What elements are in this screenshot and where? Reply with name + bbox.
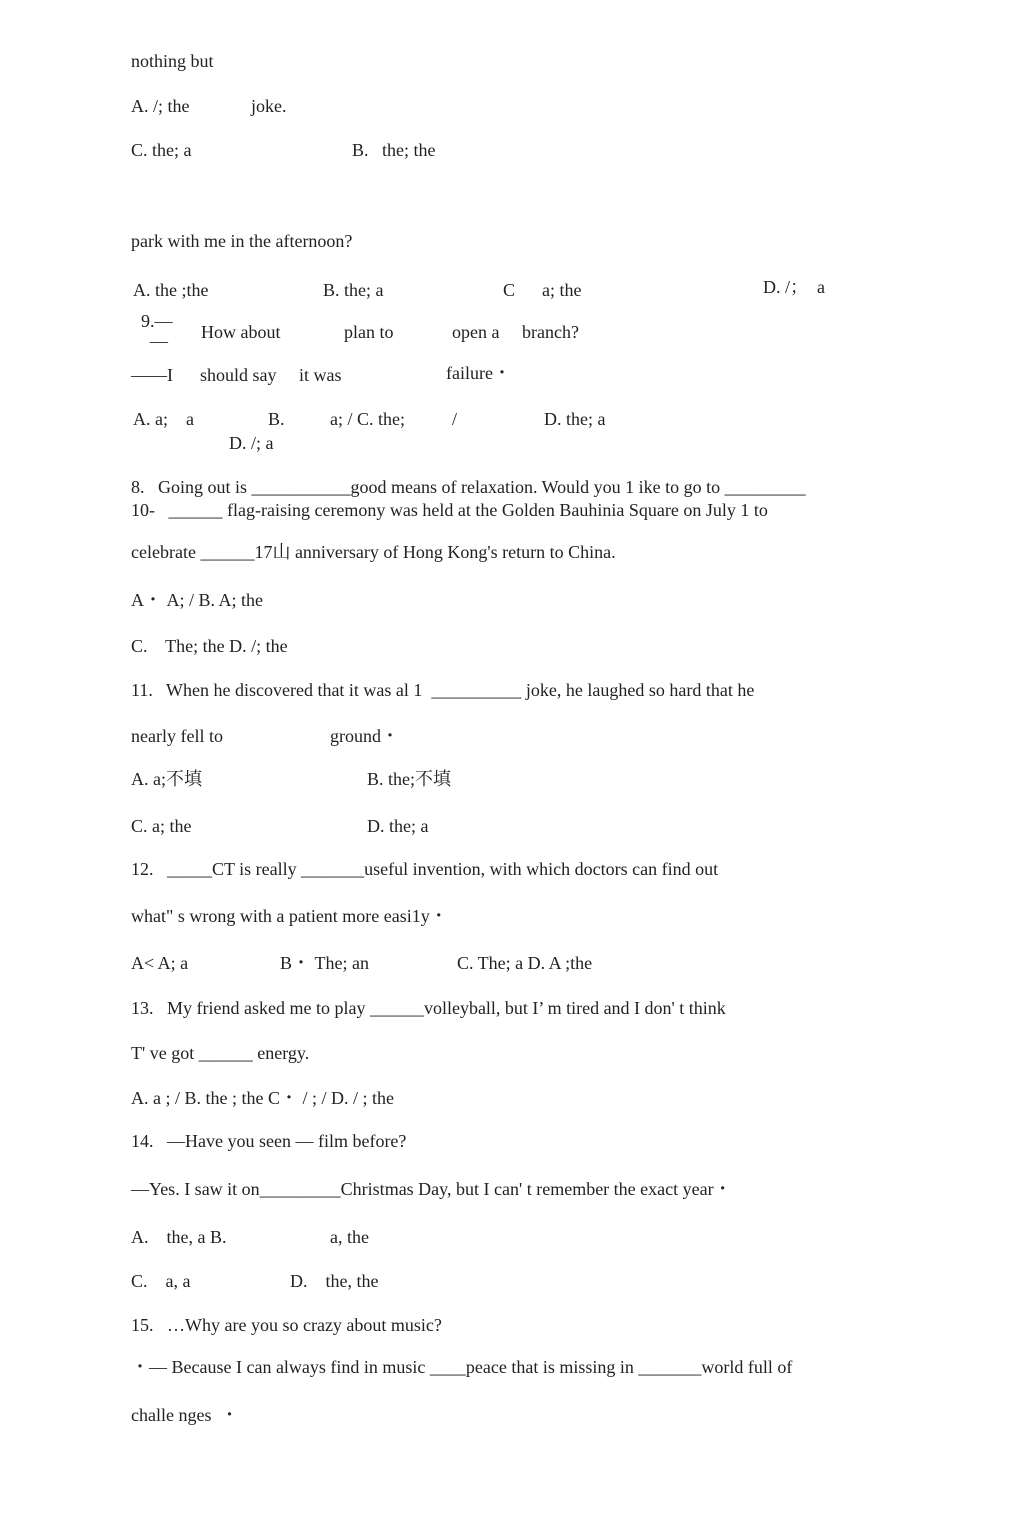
question-number: 9.— (141, 311, 173, 331)
question-10: 10- ______ flag-raising ceremony was held at the Golden Bauhinia Square on July 1 to (131, 500, 768, 520)
option-b: B・ The; an (280, 953, 369, 973)
text-line: challe nges ・ (131, 1405, 239, 1425)
text-fragment: a; / C. the; (330, 409, 405, 429)
question-8: 8. Going out is ___________good means of relaxation. Would you 1 ike to go to _________ (131, 477, 806, 497)
text-fragment: ground・ (330, 726, 399, 746)
text-fragment: nearly fell to (131, 726, 223, 746)
text-fragment: joke. (251, 96, 287, 116)
text-fragment: How about (201, 322, 281, 342)
option-a: A< A; a (131, 953, 189, 973)
text-line: park with me in the afternoon? (131, 231, 353, 251)
option-b: B. the;不填 (367, 769, 451, 789)
option-a: A. the, a B. (131, 1227, 227, 1247)
option-a: A. a; a (133, 409, 194, 429)
question-14: 14. —Have you seen — film before? (131, 1131, 407, 1151)
option-c: C a; the (503, 280, 582, 300)
text-fragment: failure・ (446, 363, 511, 383)
option-d: D. /； a (763, 277, 825, 297)
option-a: A. /; the (131, 96, 190, 116)
option-c: C. the; a (131, 140, 192, 160)
text-line: celebrate ______17山 anniversary of Hong Kong's return to China. (131, 542, 616, 562)
option-d: D. the; a (544, 409, 606, 429)
option-d: D. /; a (229, 433, 274, 453)
text-fragment: ——I (131, 365, 173, 385)
text-fragment: it was (299, 365, 342, 385)
text-fragment: — (150, 331, 168, 351)
option-b: B. (268, 409, 285, 429)
text-fragment: should say (200, 365, 277, 385)
option-c: C. a; the (131, 816, 192, 836)
text-line: —Yes. I saw it on_________Christmas Day, but I can' t remember the exact year・ (131, 1179, 732, 1199)
text-fragment: branch? (522, 322, 579, 342)
option-a: A. a;不填 (131, 769, 202, 789)
text-fragment: a, the (330, 1227, 369, 1247)
text-line: what" s wrong with a patient more easi1y・ (131, 906, 448, 926)
option-d: D. the; a (367, 816, 429, 836)
option-b: B. the; the (352, 140, 436, 160)
text-line: T' ve got ______ energy. (131, 1043, 310, 1063)
option-a: A. the ;the (133, 280, 209, 300)
question-11: 11. When he discovered that it was al 1 __________ joke, he laughed so hard that he (131, 680, 755, 700)
text-line: ・— Because I can always find in music ____peace that is missing in _______world full of (131, 1357, 793, 1377)
question-12: 12. _____CT is really _______useful invention, with which doctors can find out (131, 859, 719, 879)
option-c: C. a, a (131, 1271, 191, 1291)
options-line: A・ A; / B. A; the (131, 590, 264, 610)
text-fragment: / (452, 409, 458, 429)
question-15: 15. …Why are you so crazy about music? (131, 1315, 442, 1335)
text-line: nothing but (131, 51, 214, 71)
question-13: 13. My friend asked me to play ______volleyball, but I’ m tired and I don' t think (131, 998, 726, 1018)
text-fragment: open a (452, 322, 500, 342)
text-fragment: plan to (344, 322, 394, 342)
option-d: D. the, the (290, 1271, 379, 1291)
options-line: A. a ; / B. the ; the C・ / ; / D. / ; the (131, 1088, 394, 1108)
options-line: C. The; the D. /; the (131, 636, 288, 656)
options-line: C. The; a D. A ;the (457, 953, 593, 973)
option-b: B. the; a (323, 280, 384, 300)
